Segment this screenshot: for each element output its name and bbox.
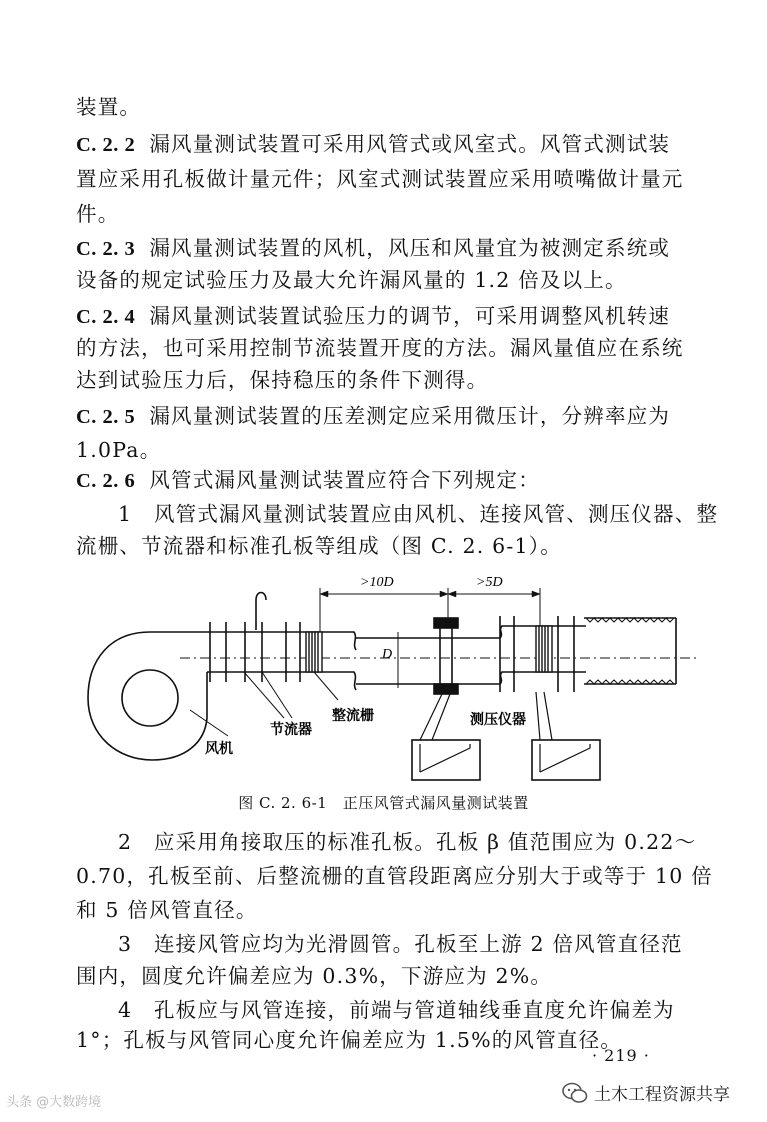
text-line: 围内，圆度允许偏差应为 0.3%，下游应为 2%。 xyxy=(76,964,553,988)
instrument-label: 测压仪器 xyxy=(470,712,526,728)
text-line: 和 5 倍风管直径。 xyxy=(76,898,258,922)
figure-caption: 图 C. 2. 6-1 正压风管式漏风量测试装置 xyxy=(238,794,529,812)
text-line: 4 孔板应与风管连接，前端与管道轴线垂直度允许偏差为 xyxy=(118,998,675,1022)
text-line: 0.70，孔板至前、后整流栅的直管段距离应分别大于或等于 10 倍 xyxy=(76,864,713,888)
clause-number: C. 2. 2 xyxy=(76,134,136,156)
text-line: C. 2. 2 漏风量测试装置可采用风管式或风室式。风管式测试装 xyxy=(76,132,671,156)
flow-straightener-upstream xyxy=(306,632,322,672)
clause-number: C. 2. 4 xyxy=(76,306,136,328)
wechat-icon xyxy=(562,1082,588,1104)
clause-number: C. 2. 6 xyxy=(76,470,136,492)
flow-straightener-downstream xyxy=(536,626,552,672)
text-line: 1 风管式漏风量测试装置应由风机、连接风管、测压仪器、整 xyxy=(118,502,719,526)
clause-number: C. 2. 5 xyxy=(76,406,136,428)
text-line: 流栅、节流器和标准孔板等组成（图 C. 2. 6-1）。 xyxy=(76,534,562,558)
text-line: C. 2. 4 漏风量测试装置试验压力的调节，可采用调整风机转速 xyxy=(76,304,671,328)
orifice-flange-bottom xyxy=(434,684,458,694)
straightener-label: 整流栅 xyxy=(332,708,374,724)
downstream-distance-label: >5D xyxy=(476,575,503,590)
watermark-right-text: 土木工程资源共享 xyxy=(594,1085,730,1105)
watermark-left: 头条 @大数跨境 xyxy=(6,1095,102,1110)
fan-housing xyxy=(88,632,207,760)
watermark-right xyxy=(562,1080,730,1105)
text-line: 1°；孔板与风管同心度允许偏差应为 1.5%的风管直径。 xyxy=(76,1028,622,1052)
clause-number: C. 2. 3 xyxy=(76,238,136,260)
text-line: 置应采用孔板做计量元件；风室式测试装置应采用喷嘴做计量元 xyxy=(76,167,684,191)
page-number: · 219 · xyxy=(592,1046,650,1065)
text-line: 件。 xyxy=(76,202,120,226)
text-line: C. 2. 3 漏风量测试装置的风机，风压和风量宜为被测定系统或 xyxy=(76,236,671,260)
fan-label: 风机 xyxy=(205,741,233,757)
throttle-handle xyxy=(256,593,266,631)
fan-inlet xyxy=(122,670,178,726)
throttle-label: 节流器 xyxy=(270,722,312,738)
text-line: 的方法，也可采用控制节流装置开度的方法。漏风量值应在系统 xyxy=(76,336,684,360)
text-line: 设备的规定试验压力及最大允许漏风量的 1.2 倍及以上。 xyxy=(76,268,627,292)
text-line: C. 2. 5 漏风量测试装置的压差测定应采用微压计，分辨率应为 xyxy=(76,404,671,428)
leakage-test-device-figure xyxy=(0,560,767,790)
orifice-flange-top xyxy=(434,618,458,628)
text-line: 2 应采用角接取压的标准孔板。孔板 β 值范围应为 0.22～ xyxy=(118,830,697,854)
diameter-label: D xyxy=(382,647,393,662)
upstream-distance-label: >10D xyxy=(360,575,394,590)
text-line: 达到试验压力后，保持稳压的条件下测得。 xyxy=(76,368,489,392)
text-line: 3 连接风管应均为光滑圆管。孔板至上游 2 倍风管直径范 xyxy=(118,932,683,956)
text-line: 1.0Pa。 xyxy=(76,438,162,462)
text-line: 装置。 xyxy=(76,95,142,119)
text-line: C. 2. 6 风管式漏风量测试装置应符合下列规定： xyxy=(76,468,540,492)
